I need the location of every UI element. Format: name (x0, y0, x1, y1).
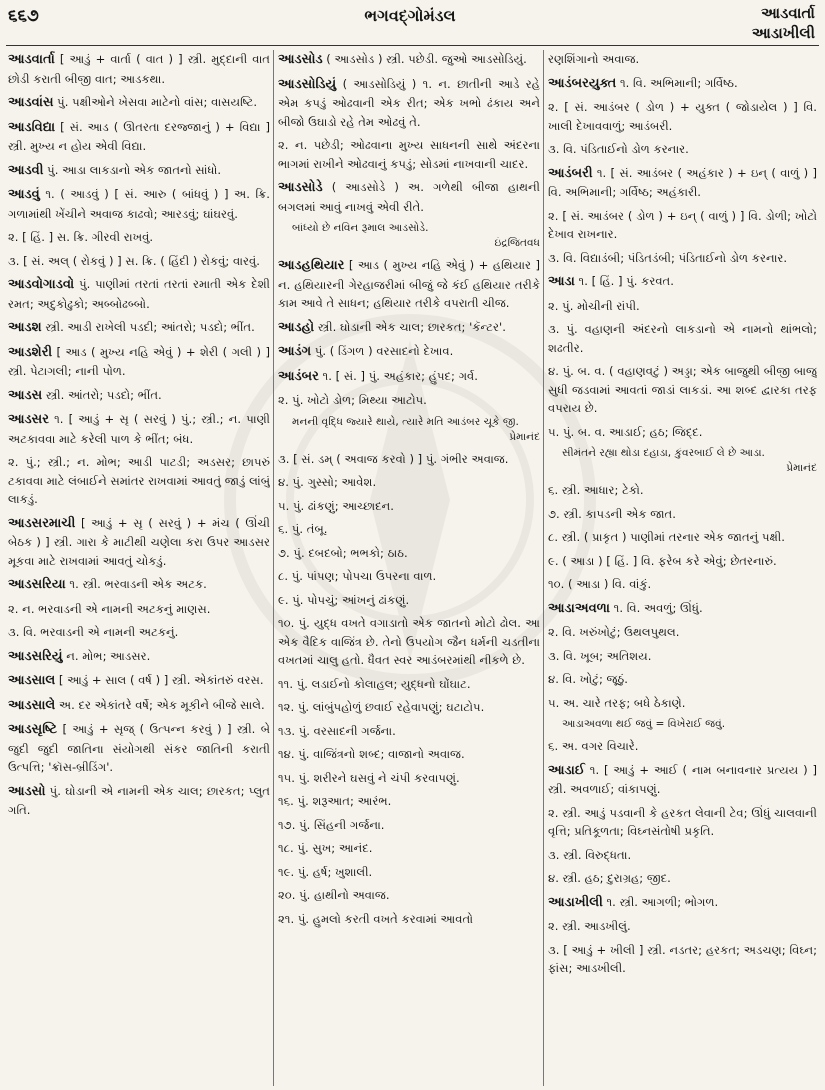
definition-text: રણશિંગાનો અવાજ. (548, 52, 640, 66)
sense-item (8, 600, 270, 619)
definition-text: ૭. સ્ત્રી. કાપડની એક જાત. (548, 506, 676, 521)
definition-text: [ આડ ( મુખ્ય નહિ એવું ) + હથિયાર ] ન. હથિયારની ગેરહાજરીમાં બીજું જે કંઈ હથિયાર તરીકે કામ આવે તે સાધન; હથિયાર તરીકે વપરાતી ચીજ. (278, 258, 540, 310)
sense-item (548, 249, 817, 268)
sense-item (278, 591, 540, 610)
sense-item (278, 745, 540, 764)
dictionary-entry (548, 599, 817, 619)
sense-item (278, 473, 540, 492)
sense-item (278, 450, 540, 469)
dictionary-entry (8, 720, 270, 777)
definition-text: ૧૩. પું. વરસાદની ગર્જના. (278, 723, 396, 738)
sense-item (548, 481, 817, 500)
definition-text: ૨. ન. ભરવાડની એ નામની અટકનું માણસ. (8, 601, 211, 616)
dictionary-entry (8, 782, 270, 820)
definition-text: પું. ( ડિંગળ ) વરસાદનો દેખાવ. (311, 344, 454, 358)
dictionary-entry (548, 272, 817, 292)
sense-item (548, 297, 817, 316)
definition-text: ૧. વિ. અવળું; ઊંધું. (610, 600, 703, 615)
sense-item (548, 423, 817, 442)
definition-text: ૪. સ્ત્રી. હઠ; દુરાગ્રહ; જીદ. (548, 871, 671, 885)
definition-text: ૫. પું. ઢાંકણું; આચ્છાદન. (278, 498, 394, 513)
dictionary-entry (8, 343, 270, 381)
sense-item (8, 228, 270, 247)
quotation-text: મનની વૃદ્ધિ જ્યારે થાયે, ત્યારે મતિ આડંબર ચૂકે જી. (292, 415, 519, 428)
headword: આડસરિયા (8, 577, 66, 592)
column-divider (543, 50, 544, 1086)
definition-text: ૩. વિ. પંડિતાઈનો ડોળ કરનાર. (548, 142, 689, 156)
definition-text: ૨. પું.; સ્ત્રી.; ન. મોભ; આડી પાટડી; અડસર; છાપરું ટકાવવા માટે લંબાઈને સમાંતર રાખવામાં આવતું જાડું લાંબું લાકડું. (8, 455, 270, 506)
definition-text: ૩. [ સં. અલ્ ( રોકવું ) ] સ. ક્રિ. ( હિંદી ) રોકવું; વારવું. (8, 253, 260, 268)
page-number: ૬૬૭ (8, 6, 39, 26)
dictionary-entry (278, 256, 540, 313)
definition-text: ૨. પું. ખોટો ડોળ; મિથ્યા આટોપ. (278, 393, 427, 407)
definition-text: ૫. અ. ચારે તરફ; બધે ઠેકાણે. (548, 695, 686, 710)
definition-text: ૮. સ્ત્રી. ( પ્રાકૃત ) પાણીમાં તરનાર એક જાતનું પક્ષી. (548, 530, 785, 544)
dictionary-entry (8, 50, 270, 88)
definition-text: અ. દર એકાંતરે વર્ષે; એક મૂકીને બીજે સાલે. (55, 697, 265, 712)
sense-item (548, 98, 817, 135)
sense-item (278, 520, 540, 539)
dictionary-entry (8, 118, 270, 156)
quotation-text: આડાઅવળા થઈ જવું = વિખેરાઈ જવું. (562, 718, 726, 730)
definition-text: ૪. પું. બ. વ. ( વહાણવટું ) અડ્ડા; એક બાજુથી બીજી બાજુ સુધી જડવામાં આવતાં જાડાં લાકડાં. આ શબ્દ દ્વારકા તરફ વપરાય છે. (548, 364, 817, 415)
book-title: ભગવદ્ગોમંડલ (364, 6, 456, 25)
sense-item (548, 737, 817, 756)
definition-text: [ સં. આડ ( ઊતરતા દરજ્જાનું ) + વિદ્યા ] સ્ત્રી. મુખ્ય ન હોય એવી વિદ્યા. (8, 119, 270, 153)
definition-text: ૧૯. પું. હર્ષ; ખુશાલી. (278, 864, 373, 879)
sense-item (278, 698, 540, 717)
headword: આડસાલે (8, 697, 56, 713)
quotation-source: પ્રેમાનંદ (509, 430, 540, 443)
dictionary-entry (8, 514, 270, 571)
definition-text: ૧૨. પું. લાંબુંપહોળું છવાઈ રહેવાપણું; ઘટાટોપ. (278, 700, 485, 714)
dictionary-entry (8, 696, 270, 716)
headword: આડવાંસ (8, 95, 54, 110)
definition-text: ૮. પું. પાંપણ; પોપચા ઉપરના વાળ. (278, 569, 437, 583)
column-divider (273, 50, 274, 1086)
definition-text: [ આડું + સૃ ( સરવું ) + મંચ ( ઊંચી બેઠક ) ] સ્ત્રી. ગારા કે માટીથી ચણેલા કરા ઉપર આડસર મૂકવા માટે રાખવામાં આવતું ચોકડું. (8, 515, 270, 568)
quotation (292, 415, 540, 445)
headword: આડશેરી (8, 344, 53, 360)
definition-text: ૨. વિ. ખરુંખોટું; ઉથલપુથલ. (548, 625, 680, 639)
dictionary-entry (278, 367, 540, 387)
sense-item (278, 391, 540, 410)
definition-text: ન. મોભ; આડસર. (62, 648, 151, 663)
header-rule (6, 45, 819, 46)
definition-text: ૧૦. ( આડા ) વિ. વાંકું. (548, 577, 652, 591)
sense-item (8, 252, 270, 271)
dictionary-entry (548, 164, 817, 202)
definition-text: ૪. વિ. ખોટું; જૂઠું. (548, 672, 628, 686)
definition-text: ( આડસોડિયું ) ૧. ન. છાતીની આડે રહે એમ કપડું ઓઢવાની એક રીત; એક ખભો ઢંકાય અને બીજો ઉઘાડો રહે તેમ ઓઢવું તે. (278, 76, 540, 129)
sense-item (548, 670, 817, 689)
headword: આડસો (8, 783, 46, 799)
headword: આડવું (8, 187, 40, 202)
sense-item (8, 623, 270, 642)
dictionary-entry (8, 275, 270, 313)
headword: આડંબરયુક્ત (548, 75, 617, 91)
sense-item (548, 941, 817, 978)
definition-text: ૧૭. પું. સિંહની ગર્જના. (278, 817, 385, 832)
sense-item (548, 917, 817, 936)
dictionary-entry (8, 93, 270, 113)
sense-item (278, 722, 540, 741)
definition-text: ૧. સ્ત્રી. આગળી; ભોગળ. (602, 894, 719, 909)
dictionary-entry (8, 410, 270, 448)
definition-text: ૬. સ્ત્રી. આધાર; ટેકો. (548, 483, 644, 497)
quotation (292, 221, 540, 251)
sense-item (548, 505, 817, 524)
definition-text: પું. ઘોડાની એ નામની એક ચાલ; છારકત; પ્લુત ગતિ. (8, 783, 270, 817)
definition-text: ૧. વિ. અભિમાની; ગર્વિષ્ઠ. (616, 75, 738, 90)
headword: આડાખીલી (548, 894, 603, 910)
definition-text: ૧૧. પું. લડાઈનો કોલાહલ; યુદ્ધનો ઘોંઘાટ. (278, 676, 471, 691)
definition-text: [ આડ ( મુખ્ય નહિ એવું ) + શેરી ( ગલી ) ] સ્ત્રી. પેટાગલી; નાની પોળ. (8, 344, 270, 378)
definition-text: ૯. પું. પોપચું; આંખનું ઢાંકણું. (278, 592, 410, 607)
dictionary-entry (278, 178, 540, 216)
dictionary-entry (278, 318, 540, 338)
definition-text: [ આડું + વાર્તા ( વાત ) ] સ્ત્રી. મુદ્દાની વાત છોડી કરાતી બીજી વાત; આડકથા. (8, 52, 270, 86)
headword: આડસૃષ્ટિ (8, 722, 58, 737)
definition-text: પું. પાણીમાં તરતાં તરતાં રમાતી એક દેશી રમત; અદુકોઢુકો; અબ્બોઢબ્બો. (8, 277, 270, 311)
definition-text: ૩. સ્ત્રી. વિરુદ્ધતા. (548, 847, 632, 862)
definition-text: પું. આડા લાકડાનો એક જાતનો સાંધો. (43, 162, 222, 177)
sense-item (8, 453, 270, 509)
headword: આડહથિયાર (278, 258, 345, 273)
definition-text: પું. પક્ષીઓને ખેસવા માટેનો વાંસ; વાસયષ્ટિ. (53, 95, 258, 109)
definition-text: ૯. ( આડા ) [ હિં. ] વિ. ફરેબ કરે એવું; છેતરનારું. (548, 553, 777, 568)
definition-text: સ્ત્રી. આડી રાખેલી પડદી; આંતરો; પડદો; ભીંત. (41, 320, 255, 334)
quotation (562, 446, 817, 476)
definition-text: ૧. [ આડું + આઈ ( નામ બનાવનાર પ્રત્યય ) ] સ્ત્રી. અવળાઈ; વાંકાપણું. (548, 762, 817, 796)
sense-item (278, 769, 540, 788)
headword: આડસોડિયું (278, 76, 337, 92)
headword: આડવાર્તા (8, 52, 55, 67)
definition-text: ૨. ન. પછેડી; ઓઢવાના મુખ્ય સાધનની સાથે અંદરના ભાગમાં રાખીને ઓઢવાનું કપડું; સોડમાં નાખવાની ચાદર. (278, 138, 540, 171)
sense-item (278, 886, 540, 905)
headword: આડાઈ (548, 762, 585, 778)
sense-item (548, 140, 817, 159)
dictionary-entry (8, 318, 270, 338)
definition-text: ૩. [ સં. ડમ્ ( અવાજ કરવો ) ] પું. ગંભીર અવાજ. (278, 451, 509, 466)
definition-text: ૫. પું. બ. વ. આડાઈ; હઠ; જિદ્દ. (548, 424, 703, 439)
sense-item (548, 623, 817, 642)
definition-text: ૧. સ્ત્રી. ભરવાડની એક અટક. (65, 577, 207, 591)
headword: આડવી (8, 162, 44, 178)
dictionary-entry (8, 386, 270, 406)
headword: આડસર (8, 412, 49, 427)
definition-text: ( આડસોડ ) સ્ત્રી. પછેડી. જુઓ આડસોડિયું. (322, 52, 527, 66)
sense-item (548, 362, 817, 418)
definition-text: ૧. [ આડું + સૃ ( સરવું ) પું.; સ્ત્રી.; ન. પાણી અટકાવવા માટે કરેલી પાળ કે ભીંત; બંધ. (8, 412, 270, 446)
sense-item (548, 575, 817, 594)
definition-text: ૧૬. પું. શરૂઆત; આરંભ. (278, 794, 392, 808)
definition-text: ( આડસોડે ) અ. ગળેથી બીજા હાથની બગલમાં આવું નાખવું એવી રીતે. (278, 180, 540, 214)
definition-text: ૧૫. પું. શરીરને ઘસવું ને ચંપી કરવાપણું. (278, 770, 460, 785)
sense-item (278, 792, 540, 811)
definition-text: ૨. સ્ત્રી. આડું પડવાની કે હરકત લેવાની ટેવ; ઊંધું ચાલવાની વૃત્તિ; પ્રતિકૂળતા; વિઘ્નસંતોષી પ્રકૃતિ. (548, 805, 817, 838)
definition-text: ૨. સ્ત્રી. આડખીલું. (548, 919, 631, 933)
dictionary-entry (278, 75, 540, 132)
definition-text: ૩. વિ. ખૂબ; અતિશય. (548, 648, 652, 663)
headword: આડહો (278, 319, 315, 335)
sense-item (548, 846, 817, 865)
definition-text: ૩. પું. વહાણની અંદરનો લાકડાનો એ નામનો થાંભલો; શઢતીર. (548, 322, 817, 355)
definition-text: ૬. અ. વગર વિચારે. (548, 739, 639, 753)
sense-item (548, 50, 817, 69)
sense-item (548, 320, 817, 357)
sense-item (278, 614, 540, 670)
definition-text: ૭. પું. દબદબો; ભભકો; ઠાઠ. (278, 545, 408, 560)
sense-item (278, 136, 540, 173)
definition-text: [ આડું + સાલ ( વર્ષ ) ] સ્ત્રી. એકાંતરું વરસ. (55, 673, 264, 687)
definition-text: ૩. [ આડું + ખીલી ] સ્ત્રી. નડતર; હરકત; અડચણ; વિઘ્ન; ફાંસ; આડખીલી. (548, 942, 817, 975)
quotation (562, 717, 817, 732)
dictionary-entry (548, 893, 817, 913)
quotation-source: પ્રેમાનંદ (786, 462, 817, 474)
sense-item (548, 804, 817, 841)
dictionary-entry (8, 185, 270, 223)
definition-text: ૧૦. પું. યુદ્ધ વખતે વગાડાતો એક જાતનો મોટો ઢોલ. આ એક વૈદિક વાજિંત્ર છે. તેનો ઉપયોગ જૈન ધર્મની ચડતીના વખતમાં ચાલુ હતો. ધૈવત સ્વર આડંબરમાંથી નીકળે છે. (278, 616, 540, 667)
definition-text: ૧. [ સં. આડંબર ( અહંકાર ) + ઇન્ ( વાળું ) ] વિ. અભિમાની; ગર્વિષ્ઠ; અહંકારી. (548, 165, 817, 199)
sense-item (278, 675, 540, 694)
definition-text: ૧. [ સં. ] પું. અહંકાર; હુંપદ; ગર્વ. (318, 368, 478, 383)
sense-item (278, 544, 540, 563)
definition-text: ૨૧. પું. હુમલો કરતી વખતે કરવામાં આવતો (278, 911, 474, 926)
headword: આડંગ (278, 344, 312, 359)
definition-text: ૩. વિ. વિદ્યાડંબી; પંડિતડંબી; પંડિતાઈનો ડોળ કરનાર. (548, 250, 788, 265)
definition-text: ૩. વિ. ભરવાડની એ નામની અટકનું. (8, 625, 179, 639)
dictionary-entry (548, 761, 817, 799)
quotation-source: ઇંદ્રજિતવધ (494, 237, 540, 249)
definition-text: ૨. [ સં. આડંબર ( ડોળ ) + યુક્ત ( જોડાયેલ ) ] વિ. ખાલી દેખાવવાળું; આડંબરી. (548, 100, 817, 133)
page-header (0, 0, 825, 48)
headword: આડસરમાચી (8, 515, 76, 531)
dictionary-entry (8, 575, 270, 595)
definition-text: ૧૪. પું. વાજિંત્રનો શબ્દ; વાજાનો અવાજ. (278, 747, 465, 761)
dictionary-entry (548, 74, 817, 94)
sense-item (278, 839, 540, 858)
headword: આડા (548, 274, 575, 289)
sense-item (548, 647, 817, 666)
definition-text: [ આડું + સૃજ્ ( ઉત્પન્ન કરવું ) ] સ્ત્રી. બે જુદી જુદી જાતિના સંયોગથી સંકર જાતિની કરાતી ઉત્પત્તિ; 'ક્રૉસ-બ્રીડિંગ'. (8, 722, 270, 774)
sense-item (278, 910, 540, 929)
column-3 (548, 50, 817, 1086)
headword: આડશ (8, 320, 42, 335)
column-2 (278, 50, 540, 1086)
definition-text: ૧૮. પું. સુખ; આનંદ. (278, 841, 373, 855)
headword: આડાઅવળા (548, 600, 610, 616)
sense-item (548, 869, 817, 888)
sense-item (278, 497, 540, 516)
definition-text: ૧. [ હિં. ] પું. કરવત. (574, 274, 674, 288)
dictionary-entry (8, 647, 270, 667)
quotation-text: બાંધ્યો છે નવિન રૂમાલ આડસોડે. (292, 222, 429, 234)
headword: આડસ (8, 387, 43, 403)
headword: આડવિદ્યા (8, 119, 56, 135)
headword: આડંબરી (548, 165, 593, 181)
sense-item (548, 207, 817, 244)
definition-text: સ્ત્રી. ઘોડાની એક ચાલ; છારકત; 'કૅન્ટર'. (314, 319, 506, 334)
sense-item (278, 567, 540, 586)
headword: આડવોગાડવો (8, 277, 75, 292)
definition-text: ૨. [ સં. આડંબર ( ડોળ ) + ઇન્ ( વાળું ) ] વિ. ડોળી; ખોટો દેખાવ રાખનાર. (548, 208, 817, 241)
sense-item (548, 528, 817, 547)
dictionary-entry (278, 342, 540, 362)
definition-text: ૨. [ હિં. ] સ. ક્રિ. ગીરવી રાખવું. (8, 230, 154, 244)
quotation-text: સીમંતને રહ્યા થોડા દહાડા, કુંવરબાઈ લે છે આડા. (562, 447, 765, 459)
definition-text: સ્ત્રી. આંતરો; પડદો; ભીંત. (42, 387, 162, 402)
sense-item (548, 552, 817, 571)
column-1 (8, 50, 270, 1086)
definition-text: ૨. પું. મોચીની રાંપી. (548, 298, 640, 313)
headword: આડસોડે (278, 180, 323, 195)
sense-item (548, 694, 817, 713)
dictionary-entry (8, 671, 270, 691)
headword: આડસોડ (278, 52, 323, 67)
definition-text: ૪. પું. ગુસ્સો; આવેશ. (278, 475, 377, 489)
definition-text: ૬. પું. તંબૂ. (278, 522, 328, 536)
dictionary-entry (278, 50, 540, 70)
guide-word-last: આડાખીલી (751, 24, 815, 42)
headword: આડંબર (278, 368, 319, 384)
sense-item (278, 863, 540, 882)
headword: આડસરિયું (8, 648, 63, 664)
headword: આડસાલ (8, 673, 56, 688)
definition-text: ૨૦. પું. હાથીનો અવાજ. (278, 888, 390, 902)
definition-text: ૧. ( આડવું ) [ સં. આરુ ( બાંધવું ) ] અ. ક્રિ. ગળામાંથી ખેંચીને અવાજ કાઢવો; આરડવું; ઘાંઘરવું. (8, 187, 270, 221)
sense-item (278, 816, 540, 835)
guide-word-first: આડવાર્તા (761, 4, 815, 22)
dictionary-entry (8, 161, 270, 181)
